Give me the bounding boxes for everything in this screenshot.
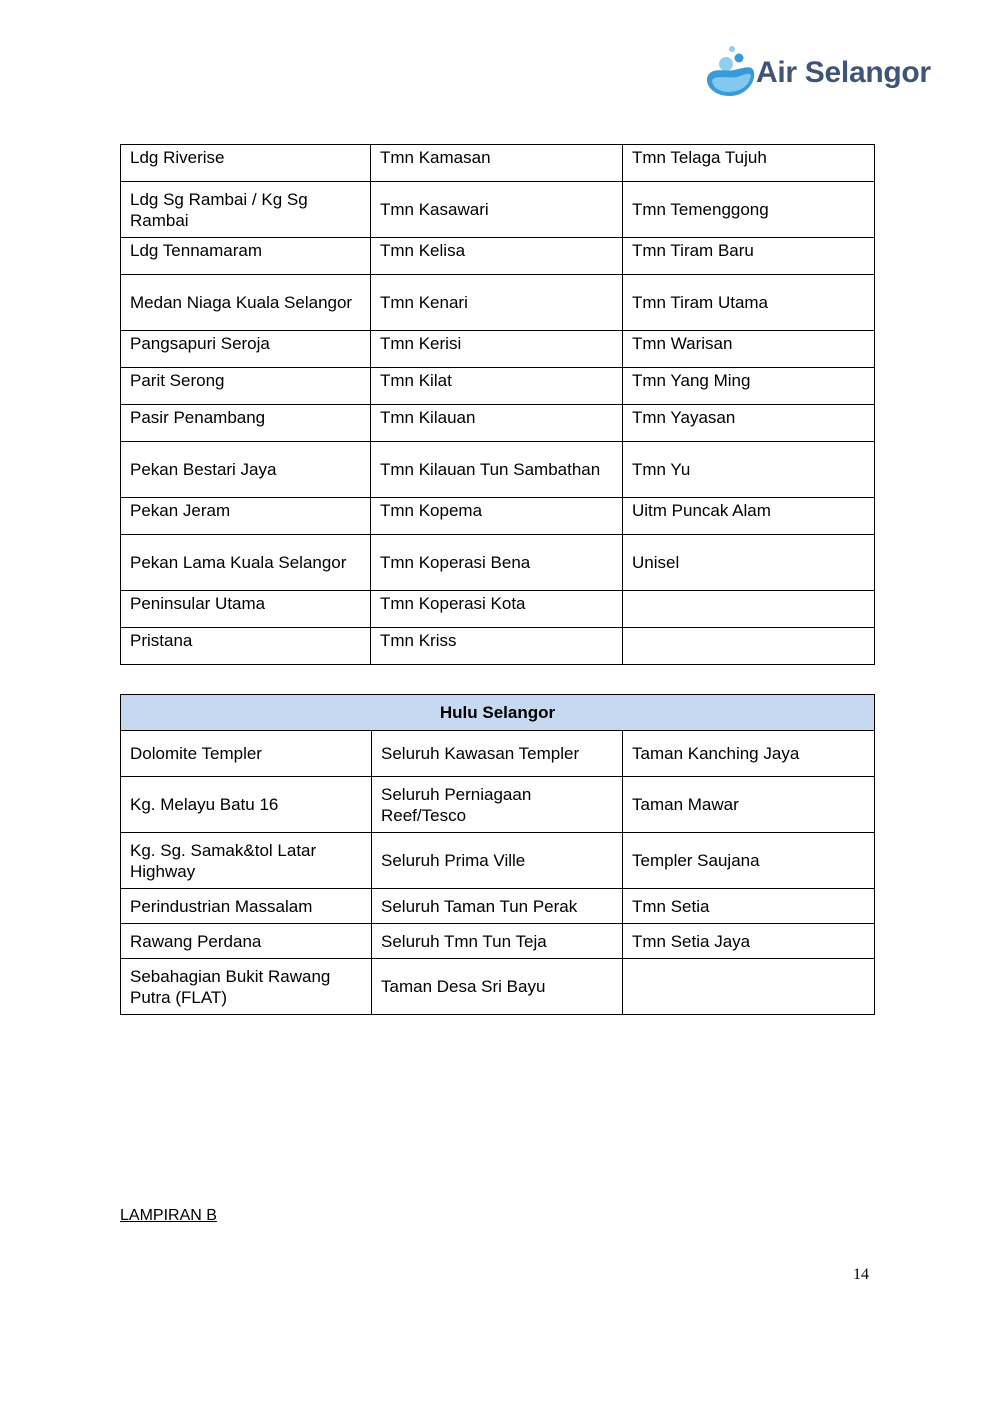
table-heading-row	[121, 695, 875, 731]
table-cell: Taman Kanching Jaya	[623, 731, 875, 777]
table-cell: Tmn Koperasi Kota	[371, 591, 623, 628]
kuala-selangor-areas-table	[120, 144, 875, 665]
table-cell: Tmn Kenari	[371, 275, 623, 331]
table-row	[121, 591, 875, 628]
table-cell: Tmn Kasawari	[371, 182, 623, 238]
table-cell: Uitm Puncak Alam	[623, 498, 875, 535]
table-cell: Unisel	[623, 535, 875, 591]
table-row	[121, 498, 875, 535]
table-cell: Peninsular Utama	[121, 591, 371, 628]
table-cell: Tmn Telaga Tujuh	[623, 145, 875, 182]
water-drops-icon	[704, 44, 760, 100]
table-cell: Seluruh Kawasan Templer	[372, 731, 623, 777]
table-cell: Kg. Melayu Batu 16	[121, 777, 372, 833]
table-row	[121, 959, 875, 1015]
table-cell: Pekan Bestari Jaya	[121, 442, 371, 498]
table-row	[121, 238, 875, 275]
table-row	[121, 628, 875, 665]
table-cell: Templer Saujana	[623, 833, 875, 889]
table-cell: Tmn Yu	[623, 442, 875, 498]
table-cell: Ldg Sg Rambai / Kg Sg Rambai	[121, 182, 371, 238]
section-heading: Hulu Selangor	[121, 695, 875, 731]
table-cell: Tmn Warisan	[623, 331, 875, 368]
table-cell: Ldg Tennamaram	[121, 238, 371, 275]
table-cell: Seluruh Taman Tun Perak	[372, 889, 623, 924]
table-cell: Dolomite Templer	[121, 731, 372, 777]
table-cell: Kg. Sg. Samak&tol Latar Highway	[121, 833, 372, 889]
table-cell: Tmn Kilauan	[371, 405, 623, 442]
table-cell: Medan Niaga Kuala Selangor	[121, 275, 371, 331]
table-cell: Pasir Penambang	[121, 405, 371, 442]
table-cell: Tmn Temenggong	[623, 182, 875, 238]
table-cell: Tmn Kriss	[371, 628, 623, 665]
table-cell: Seluruh Prima Ville	[372, 833, 623, 889]
table-cell: Tmn Setia Jaya	[623, 924, 875, 959]
table-cell: Tmn Tiram Utama	[623, 275, 875, 331]
appendix-label: LAMPIRAN B	[120, 1207, 217, 1224]
table-cell: Tmn Tiram Baru	[623, 238, 875, 275]
table-cell: Tmn Kilauan Tun Sambathan	[371, 442, 623, 498]
table-cell: Tmn Koperasi Bena	[371, 535, 623, 591]
table-row	[121, 182, 875, 238]
table-cell: Tmn Kerisi	[371, 331, 623, 368]
table-cell: Pangsapuri Seroja	[121, 331, 371, 368]
table-row	[121, 924, 875, 959]
table-row	[121, 535, 875, 591]
table-row	[121, 777, 875, 833]
table-row	[121, 275, 875, 331]
air-selangor-logo	[704, 44, 944, 100]
table-cell: Ldg Riverise	[121, 145, 371, 182]
table-cell: Pristana	[121, 628, 371, 665]
hulu-selangor-areas-table	[120, 694, 875, 1015]
table-row	[121, 833, 875, 889]
table-cell	[623, 628, 875, 665]
table-row	[121, 331, 875, 368]
table-cell: Taman Mawar	[623, 777, 875, 833]
table-row	[121, 442, 875, 498]
table-cell: Perindustrian Massalam	[121, 889, 372, 924]
table-cell: Tmn Kilat	[371, 368, 623, 405]
table-cell: Tmn Kopema	[371, 498, 623, 535]
table-row	[121, 145, 875, 182]
table-cell: Sebahagian Bukit Rawang Putra (FLAT)	[121, 959, 372, 1015]
table-cell: Seluruh Tmn Tun Teja	[372, 924, 623, 959]
table-cell: Tmn Setia	[623, 889, 875, 924]
table-cell: Seluruh Perniagaan Reef/Tesco	[372, 777, 623, 833]
table-cell: Taman Desa Sri Bayu	[372, 959, 623, 1015]
logo-text: Air Selangor	[756, 56, 931, 89]
table-row	[121, 368, 875, 405]
table-cell: Tmn Yang Ming	[623, 368, 875, 405]
table-row	[121, 405, 875, 442]
table-cell: Tmn Yayasan	[623, 405, 875, 442]
table-cell: Rawang Perdana	[121, 924, 372, 959]
table-cell	[623, 959, 875, 1015]
table-cell: Pekan Jeram	[121, 498, 371, 535]
table-cell: Pekan Lama Kuala Selangor	[121, 535, 371, 591]
table-cell: Tmn Kelisa	[371, 238, 623, 275]
table-row	[121, 889, 875, 924]
table-cell	[623, 591, 875, 628]
page-number: 14	[853, 1266, 869, 1283]
table-cell: Parit Serong	[121, 368, 371, 405]
table-row	[121, 731, 875, 777]
table-cell: Tmn Kamasan	[371, 145, 623, 182]
